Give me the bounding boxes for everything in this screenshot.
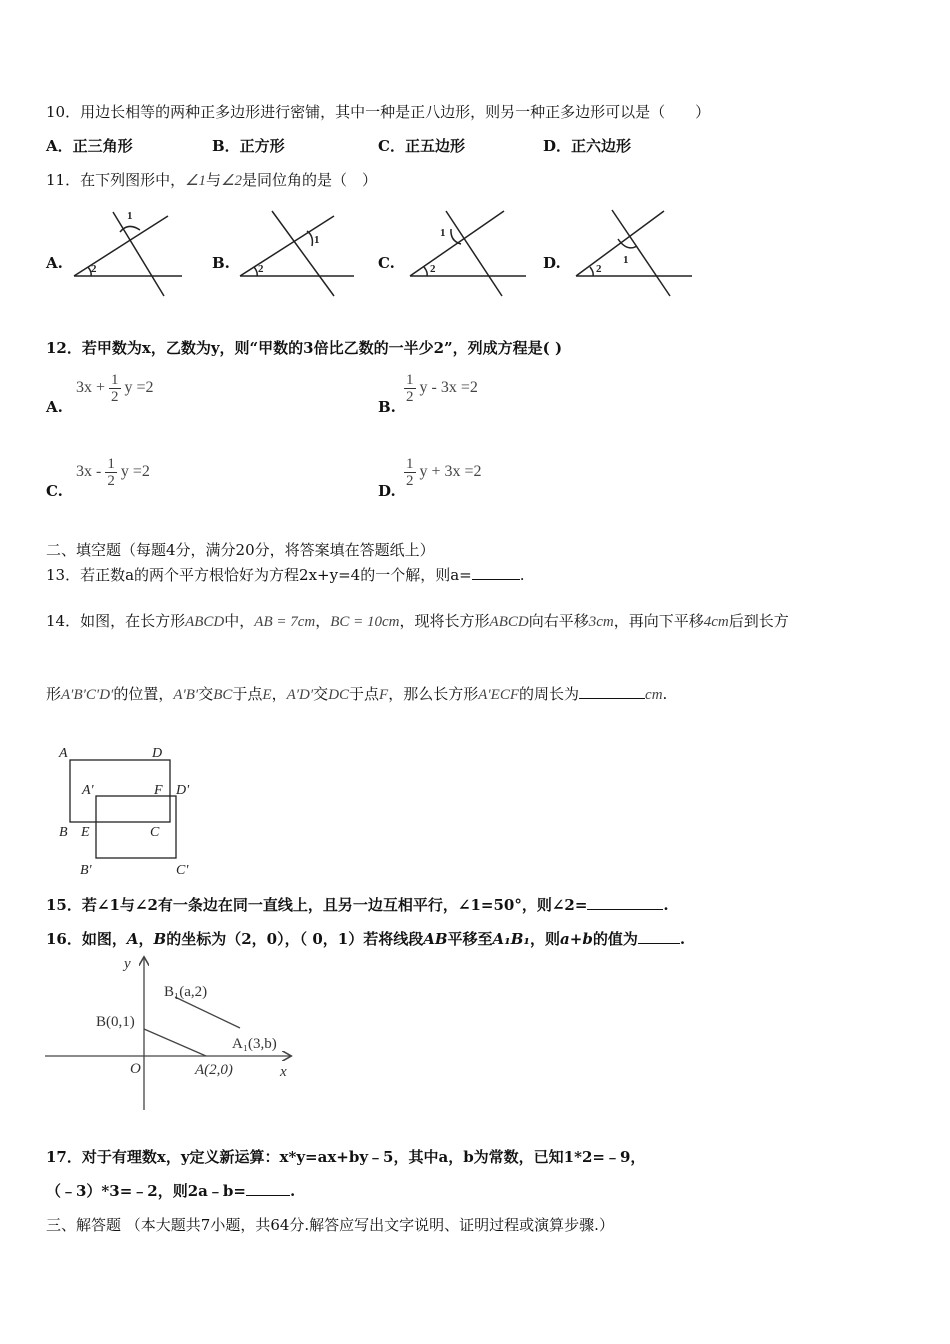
q15-stem: 15．若∠1与∠2有一条边在同一直线上，且另一边互相平行，∠1=50°，则∠2= . xyxy=(46,896,669,914)
fig-a-angle1: 1 xyxy=(127,210,133,222)
q16-figure xyxy=(40,950,310,1115)
fig14-F: F xyxy=(154,783,163,798)
q12-label-a: A. xyxy=(46,398,63,416)
q13-answer-blank[interactable] xyxy=(472,565,520,580)
q11-figures xyxy=(0,0,950,320)
q11-stem: 11．在下列图形中，∠1与∠2是同位角的是（ ） xyxy=(46,171,378,189)
q15-answer-blank[interactable] xyxy=(587,895,663,910)
fig14-Ap: A' xyxy=(82,783,94,798)
q16-answer-blank[interactable] xyxy=(638,929,680,944)
q16-stem: 16．如图，A，B的坐标为（2，0），（ 0，1）若将线段AB平移至A₁B₁，则a+b的值为 . xyxy=(46,930,686,948)
q10-option-c: C．正五边形 xyxy=(378,137,465,155)
q11-label-c: C. xyxy=(378,254,395,272)
fig14-Dp: D' xyxy=(176,783,190,798)
section-2-heading: 二、填空题（每题4分，满分20分，将答案填在答题纸上） xyxy=(46,541,435,559)
q10-option-b: B．正方形 xyxy=(212,137,285,155)
q10-option-d: D．正六边形 xyxy=(543,137,632,155)
fig14-E: E xyxy=(81,825,90,840)
q14-figure xyxy=(50,738,210,878)
fig14-B: B xyxy=(59,825,68,840)
q12-label-c: C. xyxy=(46,482,63,500)
fig14-C: C xyxy=(150,825,160,840)
q14-line1: 14．如图，在长方形ABCD中，AB = 7cm，BC = 10cm，现将长方形ABCD向右平移3cm，再向下平移4cm后到长方 xyxy=(46,612,789,630)
fig-b-angle1: 1 xyxy=(314,234,320,246)
fig16-x-label: x xyxy=(280,1064,287,1080)
q12-option-d: $\frac{1}{2}$ y + 3x =2 xyxy=(406,456,482,489)
fig16-point-B1: B₁(a,2) xyxy=(164,984,208,1000)
fig14-A: A xyxy=(59,746,68,761)
fig16-origin: O xyxy=(130,1061,141,1077)
fig14-Cp: C' xyxy=(176,863,189,878)
q10-option-a: A．正三角形 xyxy=(46,137,133,155)
q12-label-d: D. xyxy=(378,482,396,500)
q11-label-d: D. xyxy=(543,254,561,272)
fig16-y-label: y xyxy=(124,956,131,972)
fig-d-angle2: 2 xyxy=(596,263,602,275)
q14-answer-blank[interactable] xyxy=(579,684,645,699)
fig14-Bp: B' xyxy=(80,863,92,878)
q17-line2: （﹣3）*3=﹣2，则2a﹣b= . xyxy=(46,1182,296,1200)
q12-option-a: 3x + $\frac{1}{2}$ y =2 xyxy=(76,372,154,405)
fig16-point-B: B(0,1) xyxy=(96,1014,135,1030)
fig16-point-A1: A₁(3,b) xyxy=(232,1036,277,1052)
fig-b-angle2: 2 xyxy=(258,263,264,275)
q10-stem: 10．用边长相等的两种正多边形进行密铺，其中一种是正八边形，则另一种正多边形可以是（ ） xyxy=(46,103,711,121)
fig-d-angle1: 1 xyxy=(623,254,629,266)
q12-label-b: B. xyxy=(378,398,396,416)
q11-label-b: B. xyxy=(212,254,230,272)
fig14-D: D xyxy=(152,746,163,761)
fig-a-angle2: 2 xyxy=(91,263,97,275)
q13-stem: 13．若正数a的两个平方根恰好为方程2x+y=4的一个解，则a= . xyxy=(46,566,525,584)
q12-stem: 12．若甲数为x，乙数为y，则“甲数的3倍比乙数的一半少2”，列成方程是( ) xyxy=(46,339,563,357)
section-3-heading: 三、解答题 （本大题共7小题，共64分.解答应写出文字说明、证明过程或演算步骤.） xyxy=(46,1216,614,1234)
q17-answer-blank[interactable] xyxy=(246,1181,290,1196)
q12-option-b: $\frac{1}{2}$ y - 3x =2 xyxy=(406,372,478,405)
q17-line1: 17．对于有理数x，y定义新运算：x*y=ax+by﹣5，其中a，b为常数，已知1*2=﹣9， xyxy=(46,1148,646,1166)
fig-c-angle2: 2 xyxy=(430,263,436,275)
fig16-point-A: A(2,0) xyxy=(195,1062,233,1078)
q11-label-a: A. xyxy=(46,254,63,272)
q14-line2: 形A′B′C′D′的位置，A′B′交BC于点E，A′D′交DC于点F，那么长方形A′ECF的周长为 cm. xyxy=(46,685,668,703)
fig-c-angle1: 1 xyxy=(440,227,446,239)
q12-option-c: 3x - $\frac{1}{2}$ y =2 xyxy=(76,456,150,489)
